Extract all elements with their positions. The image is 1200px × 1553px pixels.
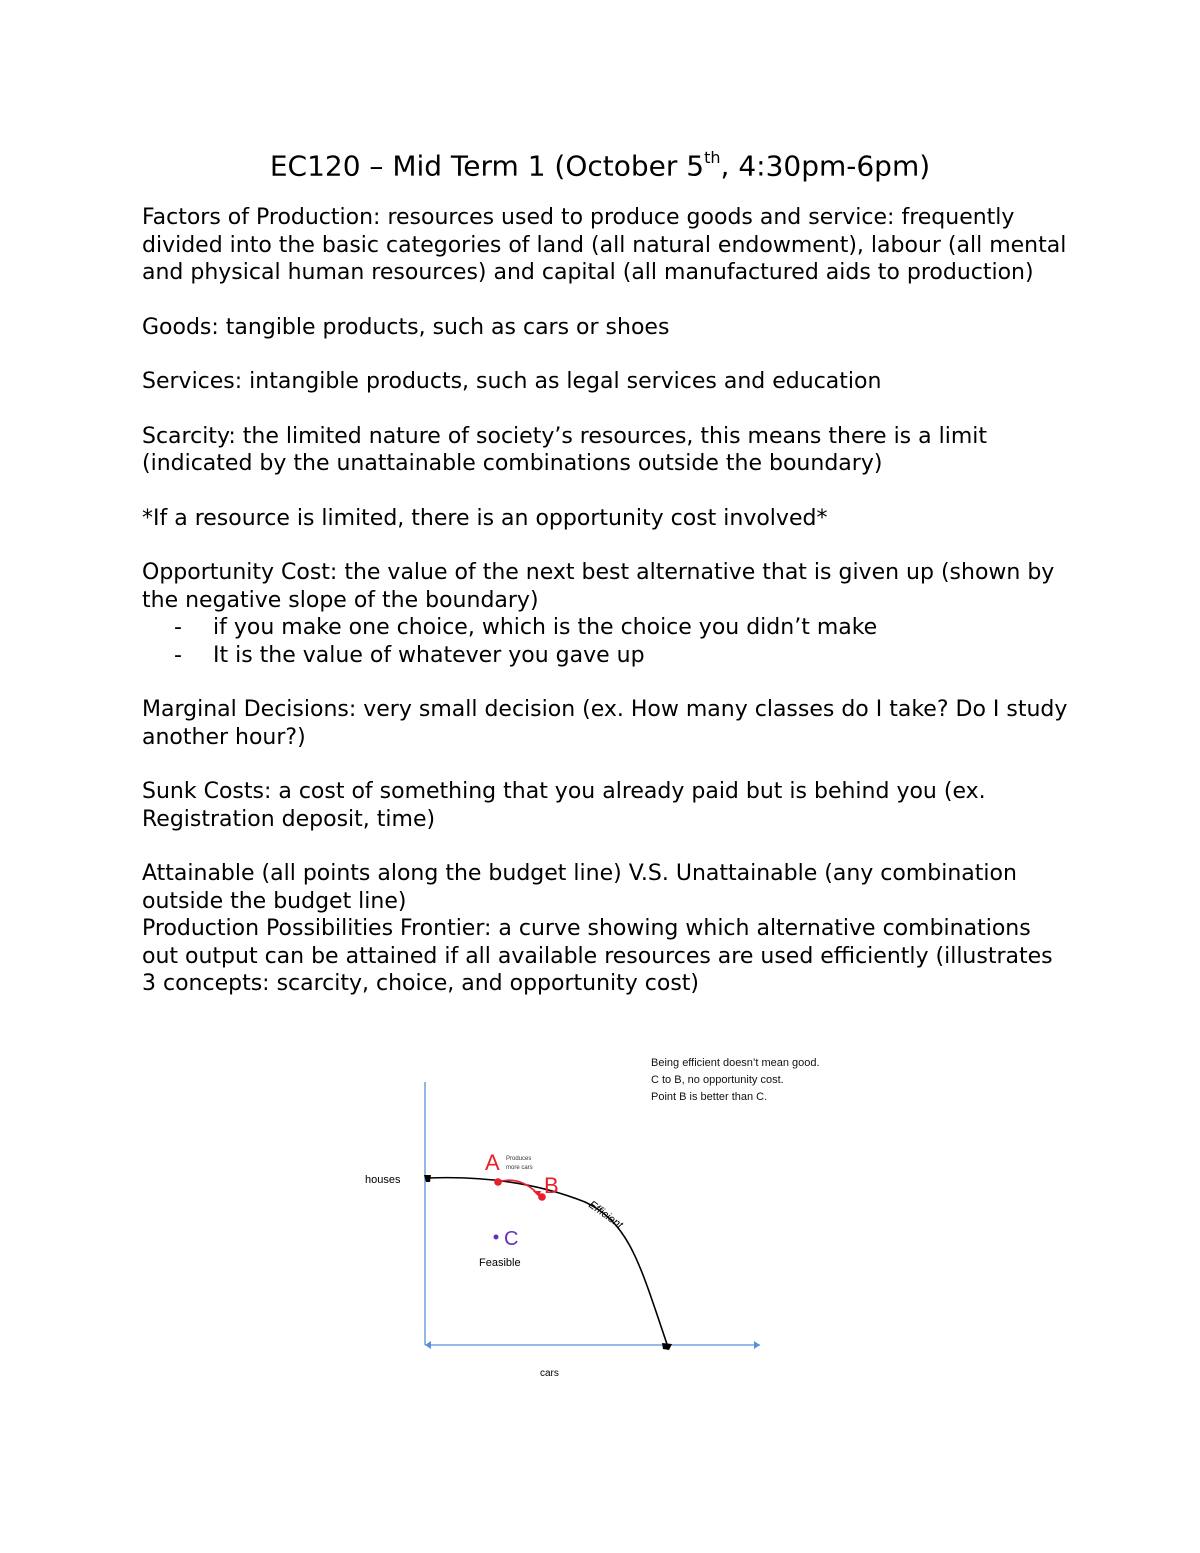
- opportunity-cost-bullets: [142, 614, 1072, 669]
- ppf-curve: [428, 1178, 668, 1347]
- point-a-dot: [494, 1178, 502, 1186]
- sunk-costs-paragraph: Sunk Costs: a cost of something that you already paid but is behind you (ex. Registration deposit, time): [142, 779, 986, 832]
- bullet-dash: -: [174, 615, 182, 640]
- bullet-text: if you make one choice, which is the choice you didn’t make: [213, 615, 878, 640]
- produces-line: Produces: [506, 1156, 532, 1162]
- axis-arrow-left: [425, 1341, 431, 1349]
- point-c-dot: [494, 1235, 499, 1240]
- marginal-decisions-paragraph: Marginal Decisions: very small decision (ex. How many classes do I take? Do I study another hour?): [142, 697, 1068, 750]
- attainable-paragraph: Attainable (all points along the budget line) V.S. Unattainable (any combination outside the budget line): [142, 861, 1017, 914]
- title-text-rest: , 4:30pm-6pm): [720, 149, 931, 183]
- note-line: C to B, no opportunity cost.: [651, 1074, 784, 1086]
- bullet-dash: -: [174, 642, 182, 668]
- scarcity-paragraph: Scarcity: the limited nature of society’s resources, this means there is a limit (indicated by the unattainable combinations outside the boundary): [142, 423, 988, 476]
- title-text: EC120 – Mid Term 1 (October 5: [269, 149, 705, 183]
- curve-endpoint-bottom: [662, 1343, 672, 1350]
- opportunity-cost-note: *If a resource is limited, there is an opportunity cost involved*: [142, 505, 828, 531]
- list-item: [142, 642, 1072, 670]
- ppf-paragraph: Production Possibilities Frontier: a curve showing which alternative combinations out output can be attained if all available resources are used efficiently (illustrates 3 concepts: scarcity, choice, and opportunity cost): [142, 916, 1053, 996]
- point-b-label: B: [544, 1173, 559, 1198]
- point-a-label: A: [485, 1150, 500, 1175]
- note-line: Point B is better than C.: [651, 1091, 768, 1103]
- goods-paragraph: Goods: tangible products, such as cars or shoes: [142, 314, 670, 340]
- services-paragraph: Services: intangible products, such as legal services and education: [142, 369, 882, 394]
- point-c-label: C: [504, 1228, 519, 1250]
- notes-body: [142, 204, 1072, 998]
- feasible-label: Feasible: [479, 1257, 521, 1269]
- y-axis-label: houses: [365, 1174, 401, 1186]
- factors-of-production-paragraph: Factors of Production: resources used to produce goods and service: frequently divided into the basic categories of land (all natural endowment), labour (all mental and physical human resources) and capital (all manufactured aids to production): [142, 205, 1067, 285]
- note-line: Being efficient doesn’t mean good.: [651, 1057, 820, 1069]
- page-title: [0, 140, 1200, 186]
- axis-arrow-right: [754, 1341, 760, 1349]
- title-superscript: th: [704, 148, 721, 167]
- bullet-text: It is the value of whatever you gave up: [213, 642, 645, 668]
- more-cars-line: more cars: [506, 1165, 533, 1171]
- produces-more-cars-note: [506, 1156, 533, 1171]
- efficient-label: Efficient: [586, 1198, 625, 1232]
- x-axis-label: cars: [540, 1368, 559, 1379]
- opportunity-cost-paragraph: Opportunity Cost: the value of the next best alternative that is given up (shown by the negative slope of the boundary): [142, 560, 1055, 613]
- ppf-diagram: [330, 1060, 790, 1390]
- list-item: [142, 614, 1072, 642]
